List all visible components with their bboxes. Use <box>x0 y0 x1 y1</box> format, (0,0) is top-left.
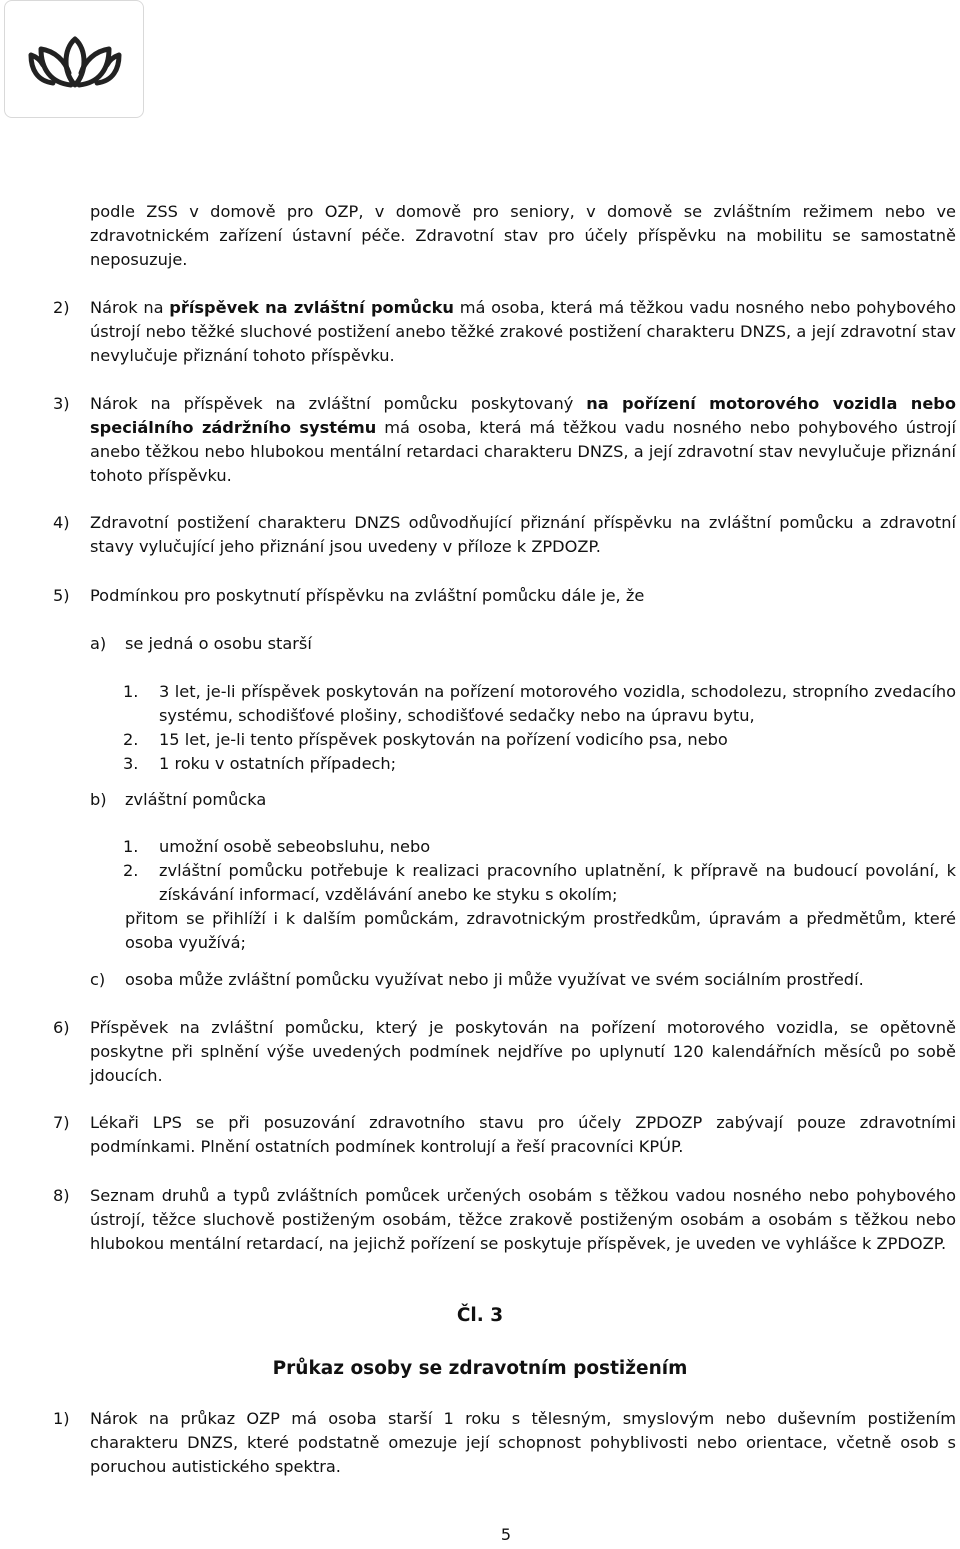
lotus-logo-icon <box>27 33 123 89</box>
paragraph-5a-2: 15 let, je-li tento příspěvek poskytován na pořízení vodicího psa, nebo <box>159 730 728 749</box>
paragraph-7: Lékaři LPS se při posuzování zdravotního stavu pro účely ZPDOZP zabývají pouze zdravotními podmínkami. Plnění ostatních podmínek kontrolují a řeší pracovníci KPÚP. <box>90 1113 956 1156</box>
paragraph-6: Příspěvek na zvláštní pomůcku, který je poskytován na pořízení motorového vozidla, se opětovně poskytne při splnění výše uvedených podmínek nejdříve po uplynutí 120 kalendářních měsíců po sobě jdoucích. <box>90 1018 956 1085</box>
article-number: Čl. 3 <box>456 1305 504 1326</box>
item-number: 3) <box>53 394 70 413</box>
item-number: 5) <box>53 586 70 605</box>
item-number: 4) <box>53 513 70 532</box>
paragraph-intro: podle ZSS v domově pro OZP, v domově pro seniory, v domově se zvláštním režimem nebo ve zdravotnickém zařízení ústavní péče. Zdravotní stav pro účely příspěvku na mobilitu se samostatně neposuzuje. <box>90 202 956 269</box>
paragraph-5b-note: přitom se přihlíží i k dalším pomůckám, zdravotnickým prostředkům, úpravám a předmětům, které osoba využívá; <box>125 909 956 952</box>
item-number: 2. <box>123 861 139 880</box>
item-letter: b) <box>90 790 107 809</box>
paragraph-8: Seznam druhů a typů zvláštních pomůcek určených osobám s těžkou vadou nosného nebo pohybového ústrojí, těžce sluchově postiženým osobám, těžce zrakově postiženým osobám a osobám s těžkou nebo hlubokou mentální retardací, na jejichž pořízení se poskytuje příspěvek, je uveden ve vyhlášce k ZPDOZP. <box>90 1186 956 1253</box>
item-number: 1. <box>123 837 139 856</box>
logo <box>4 0 144 118</box>
item-number: 8) <box>53 1186 70 1205</box>
article-title: Průkaz osoby se zdravotním postižením <box>272 1358 688 1379</box>
item-number: 7) <box>53 1113 70 1132</box>
paragraph-2: Nárok na příspěvek na zvláštní pomůcku má osoba, která má těžkou vadu nosného nebo pohybového ústrojí nebo těžké sluchové postižení anebo těžké zrakové postižení charakteru DNZS, a její zdravotní stav nevylučuje přiznání tohoto příspěvku. <box>90 298 956 365</box>
paragraph-5b-2: zvláštní pomůcku potřebuje k realizaci pracovního uplatnění, k přípravě na budoucí povolání, k získávání informací, vzdělávání anebo ke styku s okolím; <box>159 861 956 904</box>
paragraph-art3-1: Nárok na průkaz OZP má osoba starší 1 roku s tělesným, smyslovým nebo duševním postižením charakteru DNZS, které podstatně omezuje její schopnost pohyblivosti nebo orientace, včetně osob s poruchou autistického spektra. <box>90 1409 956 1476</box>
item-number: 2. <box>123 730 139 749</box>
paragraph-5: Podmínkou pro poskytnutí příspěvku na zvláštní pomůcku dále je, že <box>90 586 645 605</box>
paragraph-5b-1: umožní osobě sebeobsluhu, nebo <box>159 837 431 856</box>
item-number: 2) <box>53 298 70 317</box>
item-number: 6) <box>53 1018 70 1037</box>
paragraph-5c: osoba může zvláštní pomůcku využívat nebo ji může využívat ve svém sociálním prostředí. <box>125 970 864 989</box>
item-number: 1) <box>53 1409 70 1428</box>
paragraph-4: Zdravotní postižení charakteru DNZS odůvodňující přiznání příspěvku na zvláštní pomůcku a zdravotní stavy vylučující jeho přiznání jsou uvedeny v příloze k ZPDOZP. <box>90 513 956 556</box>
item-number: 1. <box>123 682 139 701</box>
item-letter: c) <box>90 970 106 989</box>
paragraph-5a-3: 1 roku v ostatních případech; <box>159 754 397 773</box>
item-letter: a) <box>90 634 107 653</box>
paragraph-5a: se jedná o osobu starší <box>125 634 312 653</box>
paragraph-5b: zvláštní pomůcka <box>125 790 267 809</box>
item-number: 3. <box>123 754 139 773</box>
paragraph-3: Nárok na příspěvek na zvláštní pomůcku poskytovaný na pořízení motorového vozidla nebo speciálního zádržního systému má osoba, která má těžkou vadu nosného nebo pohybového ústrojí anebo těžkou nebo hlubokou mentální retardaci charakteru DNZS, a její zdravotní stav nevylučuje přiznání tohoto příspěvku. <box>90 394 957 485</box>
paragraph-5a-1: 3 let, je-li příspěvek poskytován na pořízení motorového vozidla, schodolezu, stropního zvedacího systému, schodišťové plošiny, schodišťové sedačky nebo na úpravu bytu, <box>159 682 956 725</box>
page-number: 5 <box>500 1525 512 1544</box>
